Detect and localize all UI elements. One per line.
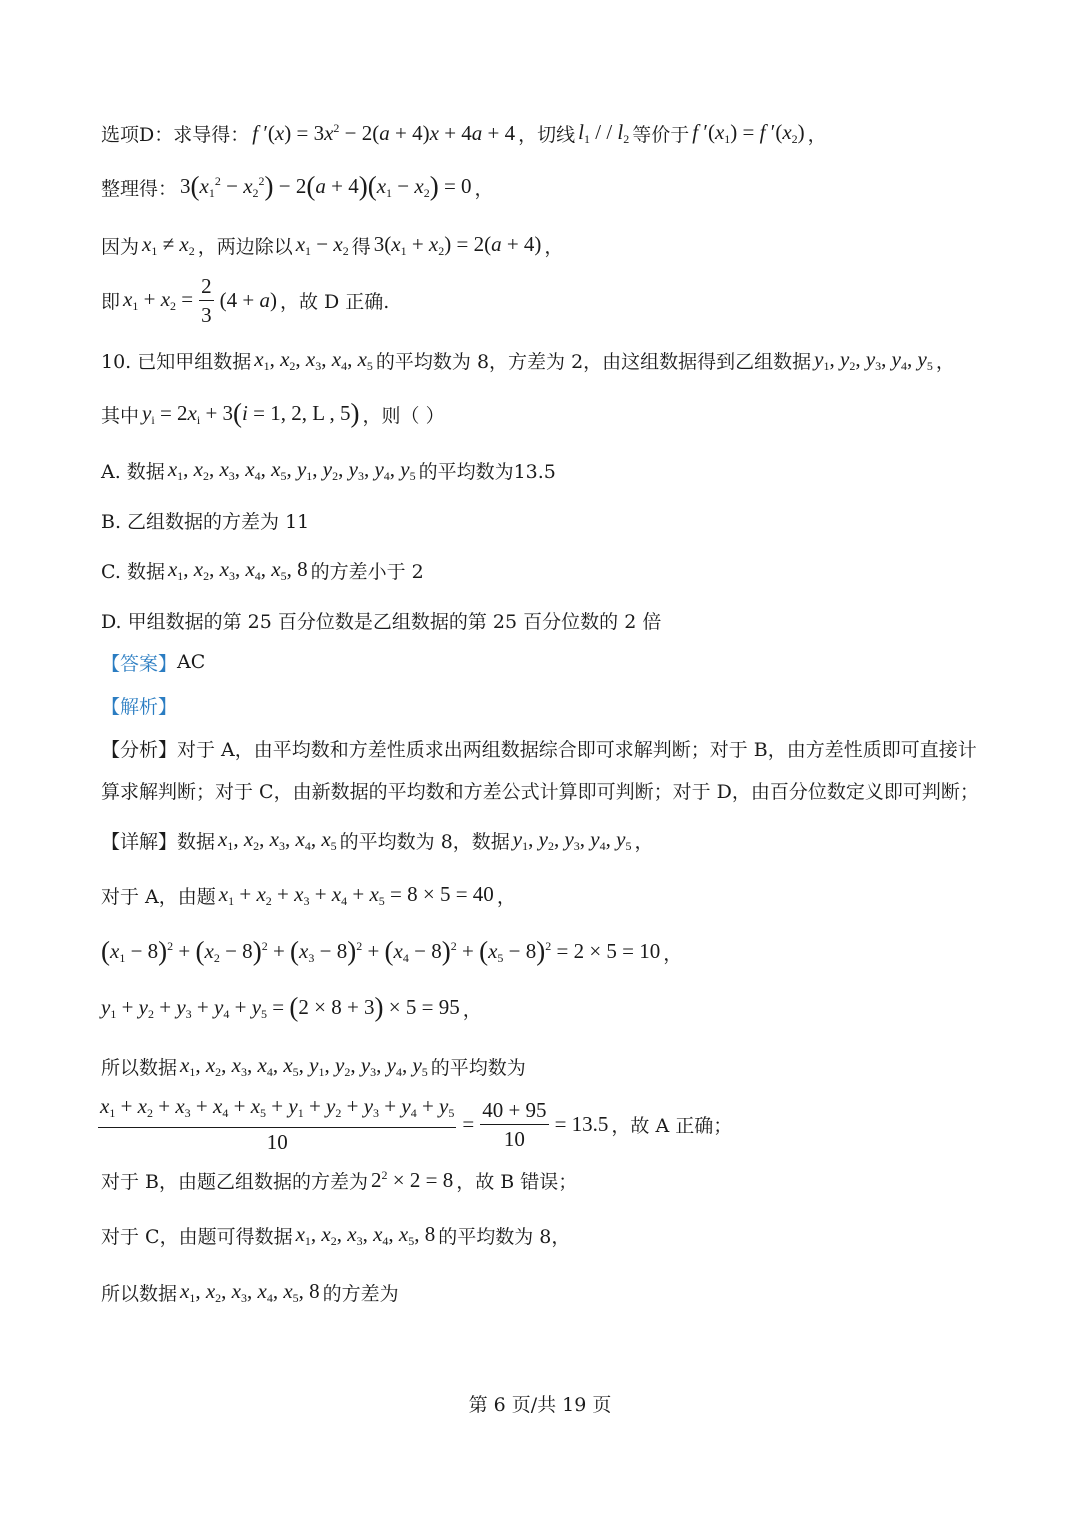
analysis-paragraph-line-1: 【分析】对于 A，由平均数和方差性质求出两组数据综合即可求解判断；对于 B，由方差性质即可直接计 <box>101 738 977 761</box>
simplified-equation: $3(x_1^2 - x_2^2) - 2(a + 4)(x_1 - x_2) = 0$ <box>180 170 472 201</box>
detail-line-1: 【详解】数据 $x_1$, $x_2$, $x_3$, $x_4$, $x_5$ 的平均数为 8，数据 $y_1$, $y_2$, $y_3$, $y_4$, $y_5$ ， <box>101 826 654 853</box>
detail-sum-x-line: 对于 A，由题 $x_1 + x_2 + x_3 + x_4 + x_5 = 8 \times 5 = 40$ ， <box>101 881 516 908</box>
mean-fraction-left: $\frac{x_1 + x_2 + x_3 + x_4 + x_5 + y_1 + y_2 + y_3 + y_4 + y_5}{10}$ <box>100 1094 455 1154</box>
divide-line: 因为 $x_1 \ne x_2$ ，两边除以 $x_1 - x_2$ 得 $3(x_1 + x_2) = 2(a + 4)$ ， <box>101 231 564 258</box>
for-b-line: 对于 B，由题乙组数据的方差为 $2^2 \times 2 = 8$ ，故 B 错误； <box>101 1167 578 1193</box>
option-c: C. 数据 $x_1$, $x_2$, $x_3$, $x_4$, $x_5$, 8 的方差小于 2 <box>101 556 424 583</box>
equal-slope-formula: f $'(x_1) = f$ $'(x_2)$ <box>692 119 805 146</box>
fraction-two-thirds: $\frac{2}{3}$ <box>201 273 212 327</box>
detail-squares-line: $(x_1 - 8)^2 + (x_2 - 8)^2 + (x_3 - 8)^2 + (x_4 - 8)^2 + (x_5 - 8)^2 = 2 \times 5 = 10$ ， <box>101 935 683 966</box>
simplify-line: 整理得： $3(x_1^2 - x_2^2) - 2(a + 4)(x_1 - x_2) = 0$ ， <box>101 170 494 201</box>
detail-mean-fraction-line: $\frac{x_1 + x_2 + x_3 + x_4 + x_5 + y_1 + y_2 + y_3 + y_4 + y_5}{10}$ = $\frac{40 + 95}{10}$ = 13.5 ，故 A 正确； <box>100 1094 733 1154</box>
derivative-formula: f $'(x) = 3x^2 - 2(a + 4)x + 4a + 4$ <box>252 120 516 145</box>
option-d: D. 甲组数据的第 25 百分位数是乙组数据的第 25 百分位数的 2 倍 <box>101 610 662 633</box>
detail-mean-intro: 所以数据 $x_1$, $x_2$, $x_3$, $x_4$, $x_5$, $y_1$, $y_2$, $y_3$, $y_4$, $y_5$ 的平均数为 <box>101 1052 526 1079</box>
mean-fraction-right: $\frac{40 + 95}{10}$ <box>482 1097 547 1151</box>
option-b: B. 乙组数据的方差为 11 <box>101 510 310 533</box>
answer-value: AC <box>177 651 206 673</box>
for-c-line: 对于 C，由题可得数据 $x_1$, $x_2$, $x_3$, $x_4$, $x_5$, 8 的平均数为 8， <box>101 1221 571 1248</box>
conclusion-d-line: 即 $x_1 + x_2$ = $\frac{2}{3}$ (4 + a) ，故 D 正确. <box>101 273 390 327</box>
answer-line <box>101 642 981 682</box>
analysis-heading: 【解析】 <box>101 695 178 718</box>
detail-sum-y-line: $y_1 + y_2 + y_3 + y_4 + y_5 = (2 \times 8 + 3) \times 5 = 95$ ， <box>101 991 482 1022</box>
question-10-stem: 10. 已知甲组数据 $x_1$, $x_2$, $x_3$, $x_4$, $x_5$ 的平均数为 8，方差为 2，由这组数据得到乙组数据 $y_1$, $y_2$, $y_3$, $y_4$, $y_5$ ， <box>101 346 955 373</box>
option-a: A. 数据 $x_1$, $x_2$, $x_3$, $x_4$, $x_5$, $y_1$, $y_2$, $y_3$, $y_4$, $y_5$ 的平均数为13.5 <box>101 456 556 483</box>
for-c-variance-line: 所以数据 $x_1$, $x_2$, $x_3$, $x_4$, $x_5$, 8 的方差为 <box>101 1278 399 1305</box>
question-10-condition: 其中 $y_i = 2x_i + 3(i = 1$, 2, L , 5) ，则（ ） <box>101 397 445 428</box>
page-footer: 第 6 页/共 19 页 <box>468 1394 612 1416</box>
tangent-parallel-formula: $l_1$ / / $l_2$ <box>578 119 630 146</box>
answer-tag: 【答案】 <box>101 652 178 675</box>
analysis-paragraph-line-2: 算求解判断；对于 C，由新数据的平均数和方差公式计算即可判断；对于 D，由百分位数定义即可判断； <box>101 780 979 803</box>
option-d-derivative-line: 选项D：求导得： f $'(x) = 3x^2 - 2(a + 4)x + 4a + 4$ ，切线 $l_1$ / / $l_2$ 等价于 f $'(x_1) = f$ $'(x_2)$ ， <box>101 119 827 146</box>
